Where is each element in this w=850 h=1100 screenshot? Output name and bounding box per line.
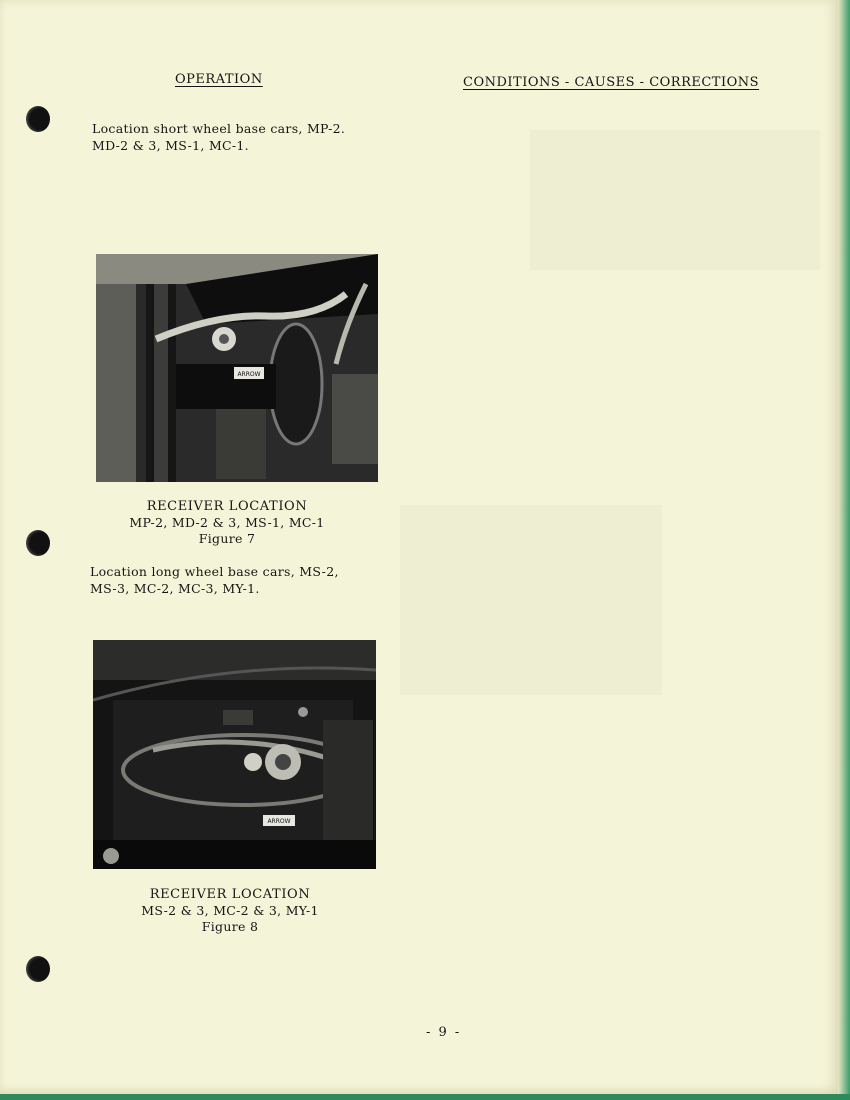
section1-text <box>92 120 345 154</box>
bleed-through-area <box>400 505 662 695</box>
figure8-caption-title: RECEIVER LOCATION <box>149 887 311 902</box>
section1-line1: Location short wheel base cars, MP-2. <box>92 121 346 136</box>
figure8-caption-models: MS-2 & 3, MC-2 & 3, MY-1 <box>141 903 319 918</box>
figure7-engine-illustration <box>96 254 378 482</box>
section1-line2: MD-2 & 3, MS-1, MC-1. <box>92 138 249 153</box>
figure7-caption-figure: Figure 7 <box>198 531 256 546</box>
section2-line1: Location long wheel base cars, MS-2, <box>90 564 339 579</box>
figure7-photo <box>96 254 378 482</box>
page-bottom-edge <box>0 1094 850 1100</box>
binder-hole-bottom <box>26 956 50 982</box>
header-operation: OPERATION <box>175 72 263 87</box>
figure7-arrow-label: ARROW <box>237 371 261 378</box>
binder-hole-middle <box>26 530 50 556</box>
page-number: - 9 - <box>426 1025 462 1040</box>
figure8-caption-figure: Figure 8 <box>201 919 259 934</box>
page-edge <box>838 0 850 1100</box>
bleed-through-area <box>530 130 820 270</box>
figure8-photo <box>93 640 376 869</box>
figure7-caption-models: MP-2, MD-2 & 3, MS-1, MC-1 <box>129 515 325 530</box>
section2-line2: MS-3, MC-2, MC-3, MY-1. <box>90 581 260 596</box>
figure7-caption-title: RECEIVER LOCATION <box>146 499 308 514</box>
figure8-engine-illustration <box>93 640 376 869</box>
figure8-caption <box>99 887 361 935</box>
section2-text <box>90 563 339 597</box>
binder-hole-top <box>26 106 50 132</box>
figure8-arrow-label: ARROW <box>267 818 291 825</box>
header-conditions: CONDITIONS - CAUSES - CORRECTIONS <box>463 75 760 90</box>
figure7-caption <box>96 499 358 547</box>
